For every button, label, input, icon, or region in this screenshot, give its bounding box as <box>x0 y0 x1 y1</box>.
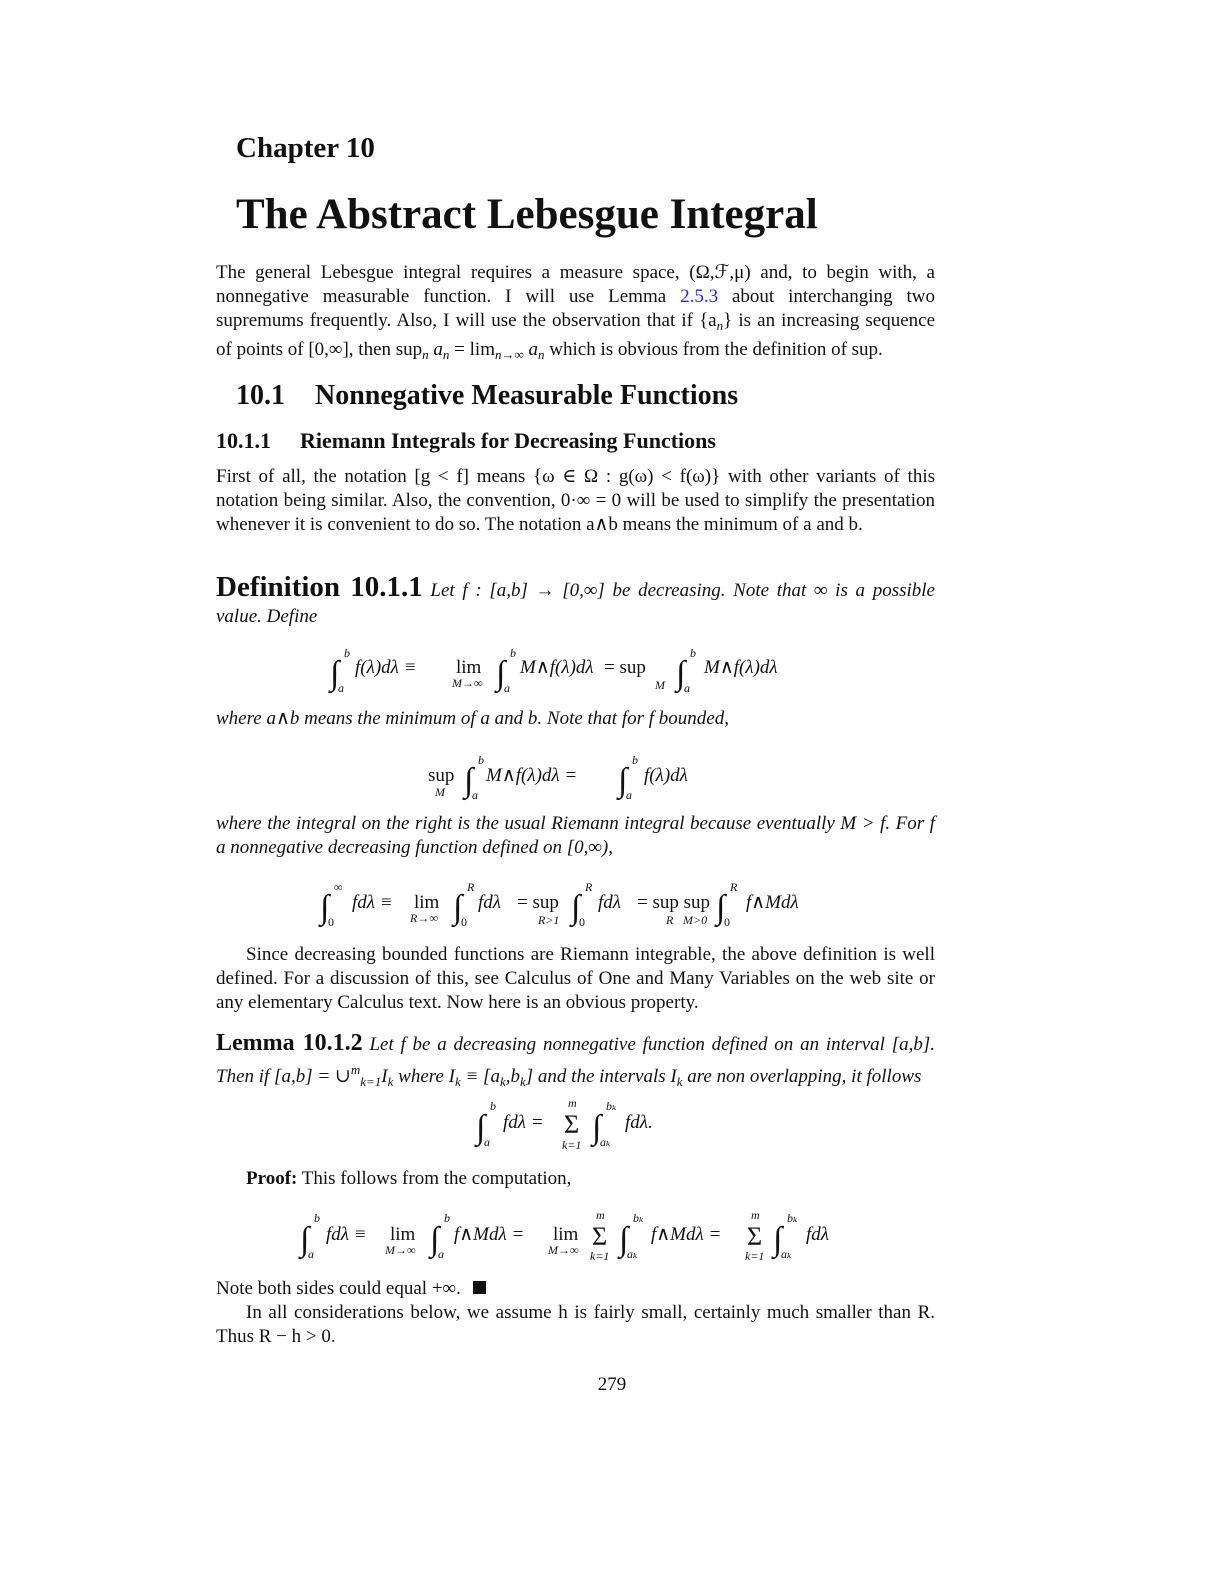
lemma-text: ] and the intervals I <box>525 1066 677 1087</box>
svg-text:∫: ∫ <box>619 1221 629 1258</box>
svg-text:bₖ: bₖ <box>787 1211 798 1225</box>
svg-text:= sup: = sup <box>517 892 559 913</box>
svg-text:M∧f(λ)dλ: M∧f(λ)dλ <box>704 657 778 678</box>
intro-text: a <box>523 339 539 360</box>
svg-text:∫: ∫ <box>618 762 628 799</box>
svg-text:fdλ ≡: fdλ ≡ <box>352 892 393 913</box>
svg-text:R: R <box>467 880 475 894</box>
section-heading <box>236 380 738 412</box>
svg-text:0: 0 <box>328 915 334 929</box>
lemma-link[interactable]: 2.5.3 <box>680 286 719 307</box>
intro-sub: n <box>442 347 450 362</box>
svg-text:f∧Mdλ =: f∧Mdλ = <box>454 1224 525 1245</box>
svg-text:b: b <box>314 1211 320 1225</box>
svg-text:m: m <box>568 1096 577 1110</box>
svg-text:∫: ∫ <box>300 1221 310 1258</box>
svg-text:∫: ∫ <box>330 655 340 692</box>
intro-sub: n <box>422 347 429 362</box>
svg-text:fdλ =: fdλ = <box>503 1112 544 1133</box>
svg-text:a: a <box>504 681 510 695</box>
svg-text:a: a <box>626 788 632 802</box>
lemma-sup: m <box>350 1062 361 1077</box>
svg-text:∫: ∫ <box>592 1109 602 1146</box>
svg-text:∫: ∫ <box>320 889 330 926</box>
section-title: Nonnegative Measurable Functions <box>315 380 739 411</box>
final-paragraph: In all considerations below, we assume h is fairly small, certainly much smaller than R. Thus R − h > 0. <box>216 1302 935 1347</box>
svg-text:b: b <box>510 646 516 660</box>
svg-text:a: a <box>308 1247 314 1261</box>
section-number: 10.1 <box>236 380 285 411</box>
subsection-number: 10.1.1 <box>216 428 271 453</box>
qed-square-icon <box>473 1281 486 1294</box>
chapter-title: The Abstract Lebesgue Integral <box>236 191 818 238</box>
svg-text:M: M <box>655 678 665 692</box>
svg-text:f(λ)dλ ≡: f(λ)dλ ≡ <box>355 657 417 678</box>
svg-text:fdλ ≡: fdλ ≡ <box>326 1224 367 1245</box>
intro-sub: n→∞ <box>494 347 524 362</box>
notation-paragraph: First of all, the notation [g < f] means {ω ∈ Ω : g(ω) < f(ω)} with other variants of this notation being similar. Also, the convention, 0·∞ = 0 will be used to simplify the presentation whenever it is convenient to do so. The notation a∧b means the minimum of a and b. <box>216 466 935 535</box>
svg-text:fdλ: fdλ <box>806 1224 830 1245</box>
svg-text:a: a <box>472 788 478 802</box>
lemma-sub: k <box>676 1074 683 1089</box>
lemma-text: ,b <box>505 1066 520 1087</box>
intro-paragraph <box>216 261 935 367</box>
svg-text:∫: ∫ <box>571 889 581 926</box>
intro-sub: n <box>716 318 724 333</box>
intro-text: which is obvious from the definition of sup. <box>544 339 883 360</box>
svg-text:k=1: k=1 <box>590 1249 610 1263</box>
svg-text:R→∞: R→∞ <box>410 911 438 925</box>
svg-text:M→∞: M→∞ <box>548 1243 579 1257</box>
equation-2 <box>216 745 935 805</box>
lemma-sub: k <box>499 1074 506 1089</box>
lemma-sub: k <box>519 1074 526 1089</box>
lemma-sub: k=1 <box>360 1074 382 1089</box>
svg-text:∫: ∫ <box>773 1221 783 1258</box>
svg-text:0: 0 <box>724 915 730 929</box>
svg-text:Σ: Σ <box>564 1110 580 1139</box>
svg-text:∫: ∫ <box>716 889 726 926</box>
svg-text:∫: ∫ <box>476 1109 486 1146</box>
svg-text:∫: ∫ <box>430 1221 440 1258</box>
intro-sub: n <box>538 347 545 362</box>
svg-text:lim: lim <box>390 1224 416 1245</box>
svg-text:M→∞: M→∞ <box>452 676 483 690</box>
definition-block <box>216 571 935 630</box>
svg-text:Σ: Σ <box>747 1222 763 1251</box>
svg-text:lim: lim <box>414 892 440 913</box>
svg-text:lim: lim <box>456 657 482 678</box>
subsection-heading <box>216 428 716 454</box>
note-text: Note both sides could equal +∞. <box>216 1278 461 1299</box>
lemma-text: Let f be a decreasing nonnegative function defined on an interval [a,b]. Then if [a,b] = ∪ <box>216 1034 935 1087</box>
svg-text:a: a <box>338 681 344 695</box>
lemma-text: where I <box>393 1066 455 1087</box>
definition-after-eq2: where the integral on the right is the usual Riemann integral because eventually M > f. For f a nonnegative decreasing function defined on [0,∞), <box>216 813 935 858</box>
svg-text:∫: ∫ <box>496 655 506 692</box>
svg-text:0: 0 <box>579 915 585 929</box>
intro-text: a <box>428 339 443 360</box>
since-paragraph: Since decreasing bounded functions are Riemann integrable, the above definition is well defined. For a discussion of this, see Calculus of One and Many Variables on the web site or any elementary Calculus text. Now here is an obvious property. <box>216 944 935 1013</box>
lemma-block <box>216 1031 935 1094</box>
svg-text:aₖ: aₖ <box>781 1247 792 1261</box>
svg-text:m: m <box>751 1208 760 1222</box>
svg-text:M∧f(λ)dλ: M∧f(λ)dλ <box>520 657 594 678</box>
svg-text:aₖ: aₖ <box>627 1247 638 1261</box>
definition-text: Let f : [a,b] → [0,∞] be decreasing. Note that ∞ is a possible value. Define <box>216 580 935 627</box>
svg-text:f∧Mdλ: f∧Mdλ <box>746 892 799 913</box>
svg-text:f∧Mdλ =: f∧Mdλ = <box>651 1224 722 1245</box>
chapter-label: Chapter 10 <box>236 132 375 164</box>
svg-text:b: b <box>632 753 638 767</box>
svg-text:b: b <box>490 1099 496 1113</box>
svg-text:bₖ: bₖ <box>633 1211 644 1225</box>
svg-text:= sup: = sup <box>604 657 646 678</box>
svg-text:fdλ: fdλ <box>478 892 502 913</box>
equation-4 <box>216 1090 935 1152</box>
svg-text:∫: ∫ <box>676 655 686 692</box>
svg-text:∫: ∫ <box>464 762 474 799</box>
svg-text:lim: lim <box>553 1224 579 1245</box>
svg-text:fdλ.: fdλ. <box>625 1112 653 1133</box>
page-number: 279 <box>597 1374 627 1395</box>
svg-text:∫: ∫ <box>453 889 463 926</box>
lemma-text: ≡ [a <box>460 1066 500 1087</box>
svg-text:R: R <box>666 913 674 927</box>
svg-text:M→∞: M→∞ <box>385 1243 416 1257</box>
svg-text:sup: sup <box>428 765 455 786</box>
svg-text:M: M <box>435 785 445 799</box>
intro-text: about interchanging two supremums frequently. Also, I will use the observation that if {a <box>216 286 935 331</box>
svg-text:M∧f(λ)dλ =: M∧f(λ)dλ = <box>486 765 578 786</box>
intro-text: = lim <box>449 339 495 360</box>
svg-text:m: m <box>596 1208 605 1222</box>
equation-1 <box>216 636 935 696</box>
lemma-sub: k <box>454 1074 461 1089</box>
svg-text:Σ: Σ <box>592 1222 608 1251</box>
svg-text:= sup sup: = sup sup <box>637 892 711 913</box>
svg-text:f(λ)dλ: f(λ)dλ <box>644 765 688 786</box>
intro-text: } is an increasing sequence of points of [0,∞], then sup <box>216 310 935 360</box>
note-paragraph <box>216 1277 935 1301</box>
lemma-text: are non overlapping, it follows <box>682 1066 922 1087</box>
equation-3 <box>216 872 935 932</box>
svg-text:b: b <box>478 753 484 767</box>
definition-heading: Definition 10.1.1 <box>216 571 423 603</box>
svg-text:R: R <box>730 880 738 894</box>
svg-text:a: a <box>438 1247 444 1261</box>
svg-text:a: a <box>484 1135 490 1149</box>
svg-text:b: b <box>444 1211 450 1225</box>
svg-text:a: a <box>684 681 690 695</box>
proof-text: This follows from the computation, <box>297 1168 572 1189</box>
svg-text:∞: ∞ <box>334 880 343 894</box>
svg-text:R: R <box>585 880 593 894</box>
svg-text:bₖ: bₖ <box>606 1099 617 1113</box>
svg-text:k=1: k=1 <box>745 1249 765 1263</box>
svg-text:M>0: M>0 <box>683 913 708 927</box>
svg-text:R>1: R>1 <box>538 913 560 927</box>
svg-text:0: 0 <box>461 915 467 929</box>
svg-text:b: b <box>690 646 696 660</box>
svg-text:fdλ: fdλ <box>598 892 622 913</box>
lemma-sub: k <box>387 1074 394 1089</box>
equation-5 <box>216 1200 935 1264</box>
proof-paragraph <box>216 1167 935 1191</box>
lemma-heading: Lemma 10.1.2 <box>216 1030 363 1056</box>
svg-text:k=1: k=1 <box>562 1138 582 1152</box>
definition-after-eq1: where a∧b means the minimum of a and b. Note that for f bounded, <box>216 708 729 729</box>
proof-label: Proof: <box>246 1168 298 1189</box>
svg-text:aₖ: aₖ <box>600 1135 611 1149</box>
subsection-title: Riemann Integrals for Decreasing Functions <box>300 428 716 453</box>
intro-text: The general Lebesgue integral requires a measure space, (Ω,ℱ,μ) and, to begin with, a nonnegative measurable function. I will use Lemma <box>216 262 935 307</box>
lemma-text: I <box>381 1066 388 1087</box>
svg-text:b: b <box>344 646 350 660</box>
